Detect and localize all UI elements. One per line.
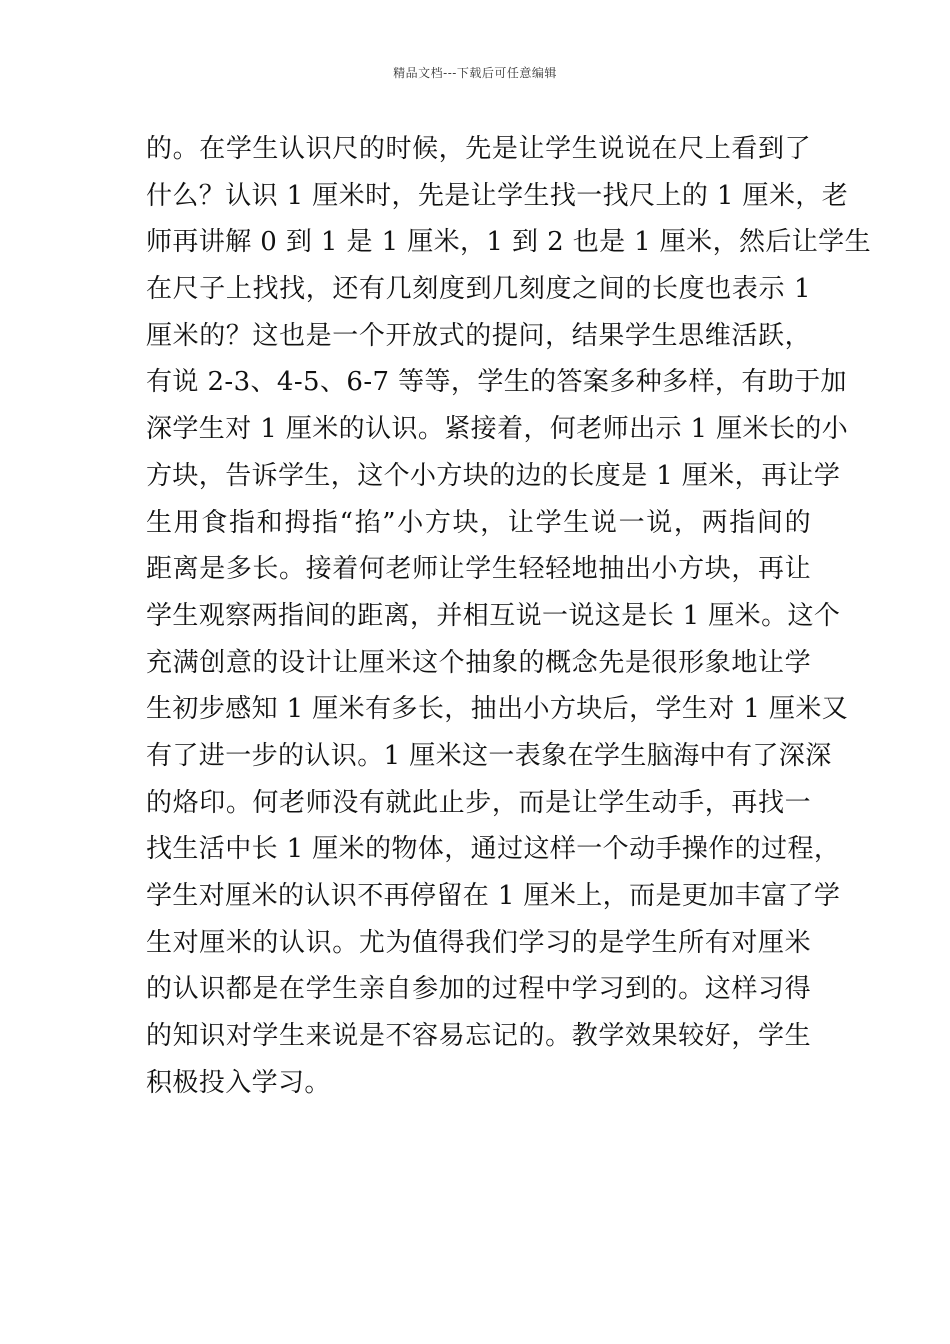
text-line: 有说 2-3、4-5、6-7 等等，学生的答案多种多样，有助于加	[146, 367, 847, 398]
text-line: 在尺子上找找，还有几刻度到几刻度之间的长度也表示 1	[146, 274, 811, 305]
text-line: 的。在学生认识尺的时候，先是让学生说说在尺上看到了	[146, 134, 811, 164]
text-line: 生对厘米的认识。尤为值得我们学习的是学生所有对厘米	[146, 927, 811, 958]
body-paragraph	[146, 126, 871, 1106]
text-line: 的烙印。何老师没有就此止步，而是让学生动手，再找一	[146, 787, 811, 818]
text-line: 的认识都是在学生亲自参加的过程中学习到的。这样习得	[146, 974, 811, 1005]
text-line: 学生对厘米的认识不再停留在 1 厘米上，而是更加丰富了学	[146, 881, 841, 911]
text-line: 生初步感知 1 厘米有多长，抽出小方块后，学生对 1 厘米又	[146, 694, 849, 725]
text-line: 生用食指和拇指“掐”小方块，让学生说一说，两指间的	[146, 507, 811, 538]
text-line: 有了进一步的认识。1 厘米这一表象在学生脑海中有了深深	[146, 740, 832, 771]
text-line: 积极投入学习。	[146, 1067, 331, 1098]
text-line: 深学生对 1 厘米的认识。紧接着，何老师出示 1 厘米长的小	[146, 414, 849, 445]
text-line: 学生观察两指间的距离，并相互说一说这是长 1 厘米。这个	[146, 600, 841, 631]
text-line: 的知识对学生来说是不容易忘记的。教学效果较好，学生	[146, 1021, 811, 1052]
text-line: 方块，告诉学生，这个小方块的边的长度是 1 厘米，再让学	[146, 460, 841, 491]
page-header: 精品文档---下载后可任意编辑	[393, 66, 557, 80]
text-line: 什么？认识 1 厘米时，先是让学生找一找尺上的 1 厘米，老	[146, 180, 849, 211]
text-line: 充满创意的设计让厘米这个抽象的概念先是很形象地让学	[146, 647, 811, 678]
text-line: 师再讲解 0 到 1 是 1 厘米，1 到 2 也是 1 厘米，然后让学生	[146, 227, 871, 258]
text-line: 距离是多长。接着何老师让学生轻轻地抽出小方块，再让	[146, 554, 811, 585]
text-line: 厘米的？这也是一个开放式的提问，结果学生思维活跃，	[146, 320, 811, 351]
text-line: 找生活中长 1 厘米的物体，通过这样一个动手操作的过程，	[146, 834, 841, 865]
